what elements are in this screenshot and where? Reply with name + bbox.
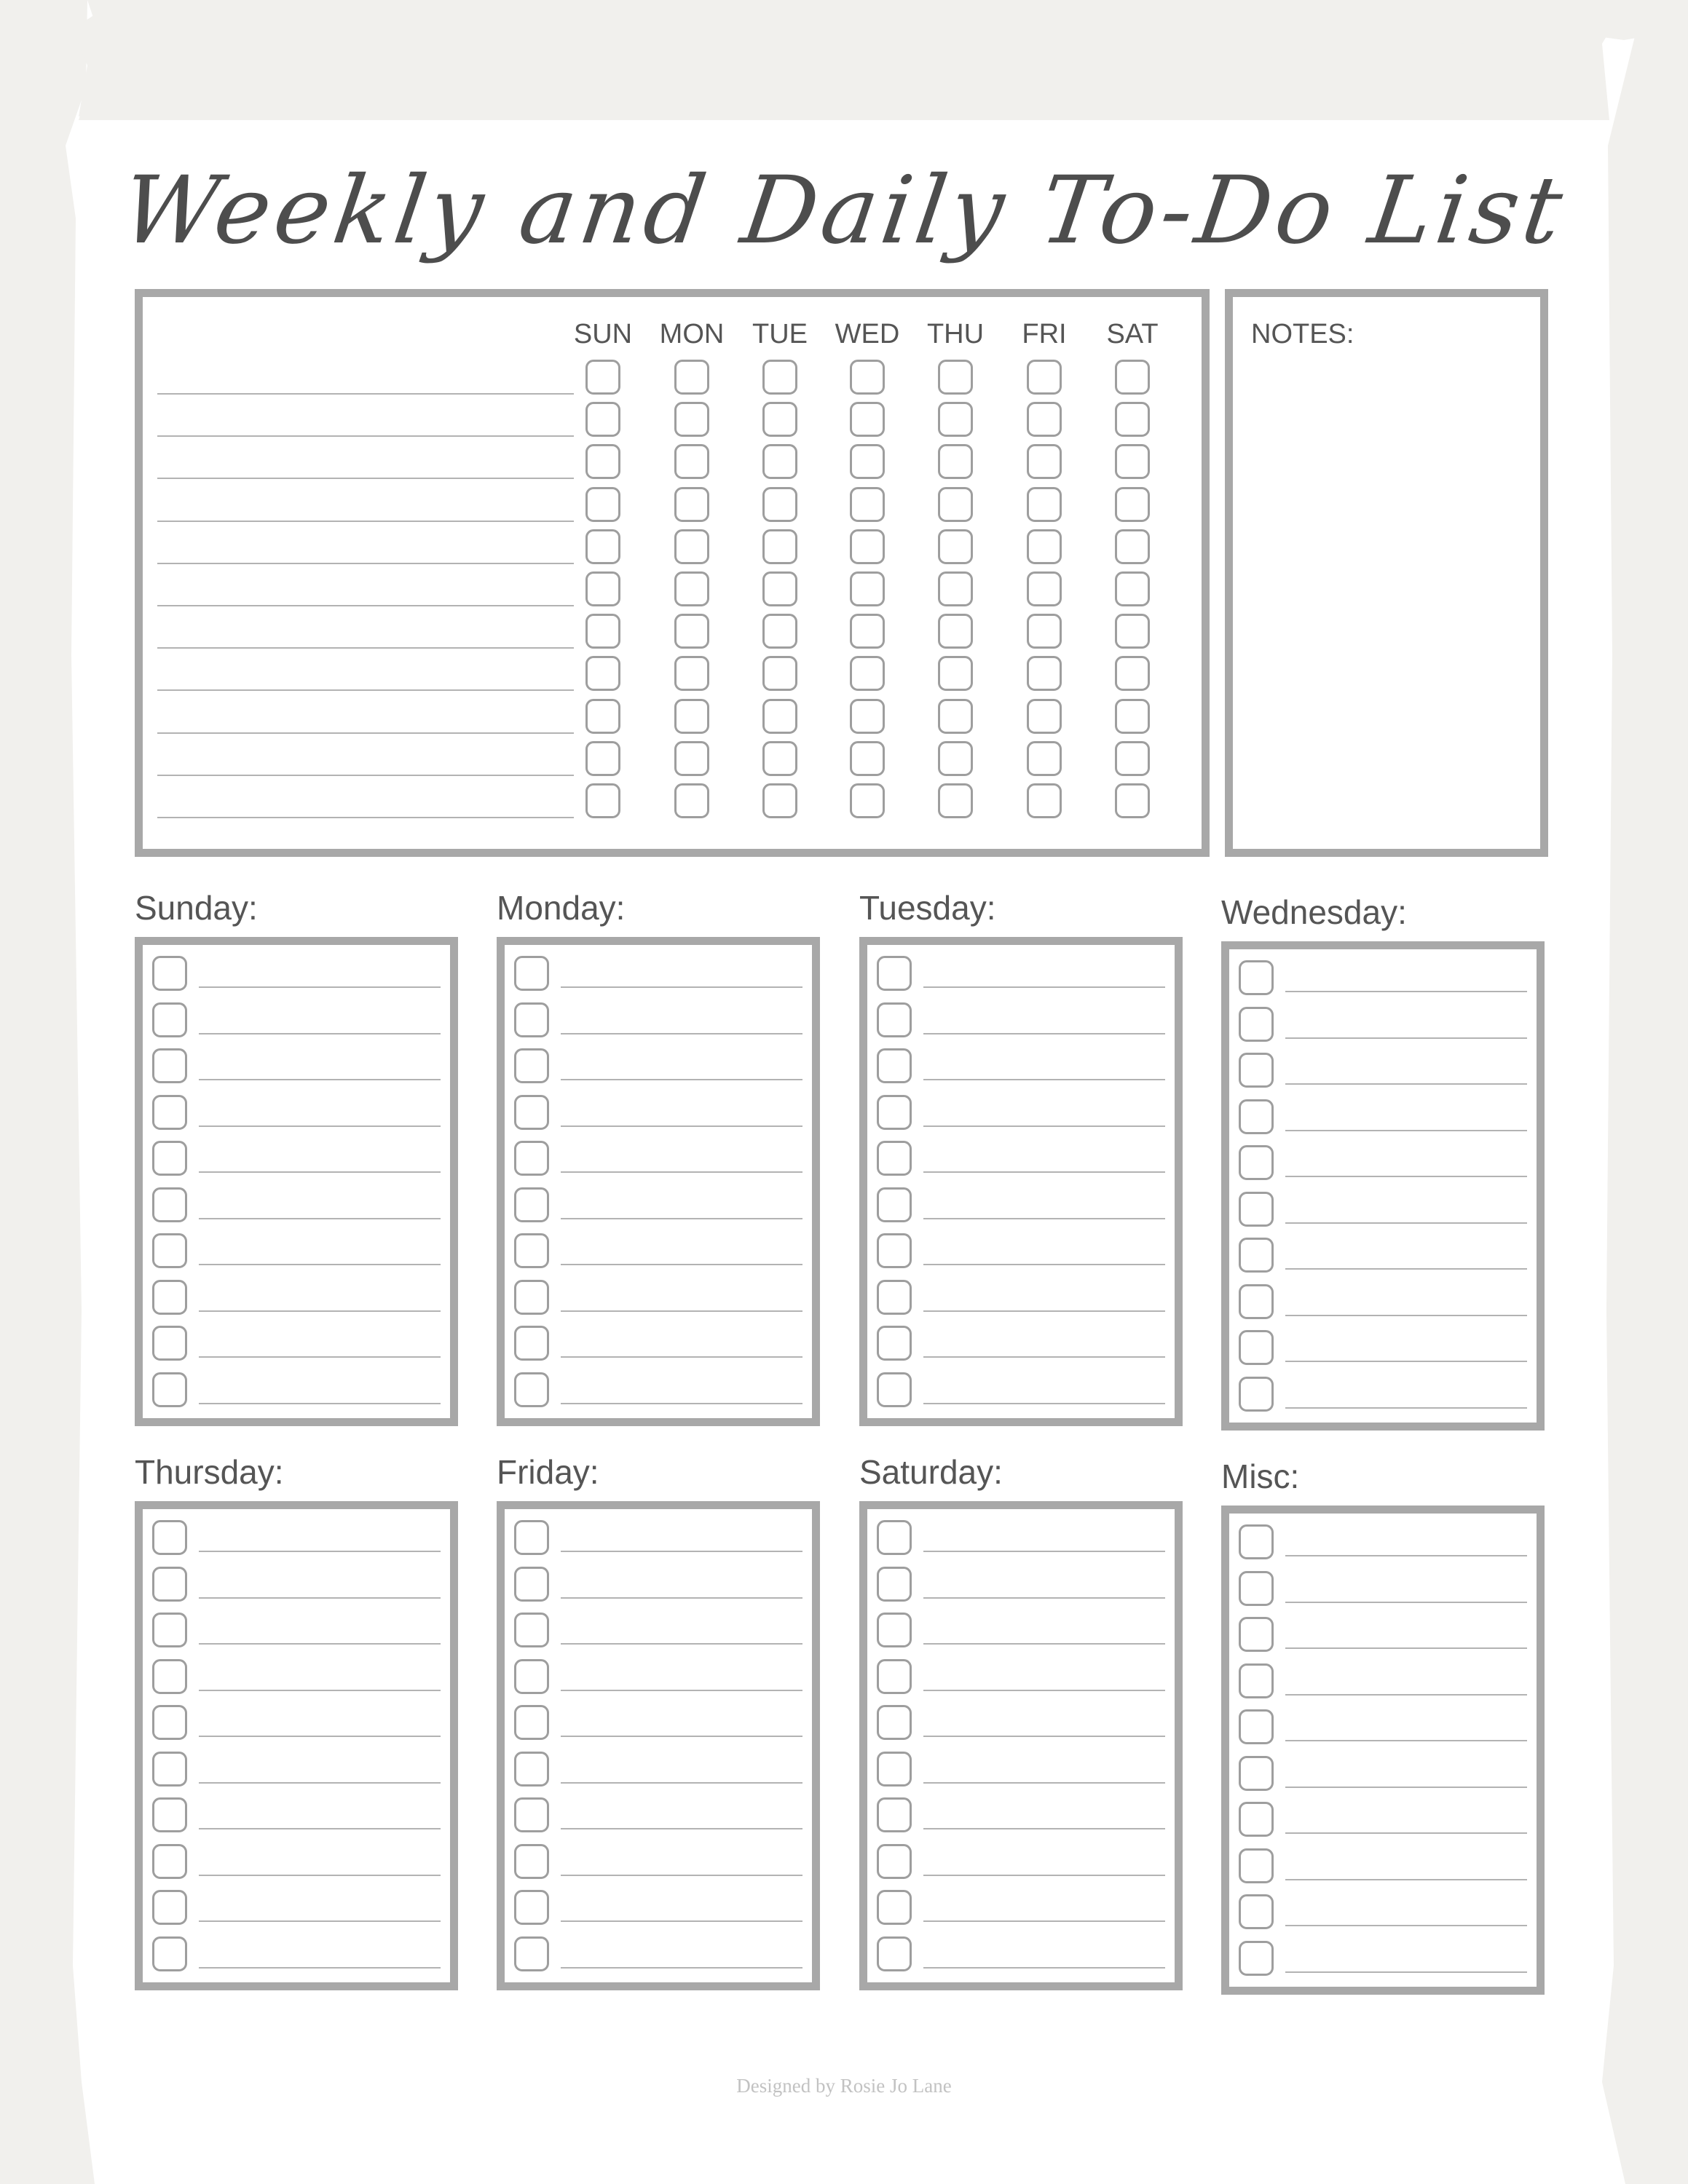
todo-checkbox[interactable] [1239,1007,1274,1042]
todo-line[interactable] [1285,1647,1527,1649]
todo-checkbox[interactable] [514,1141,549,1176]
todo-line[interactable] [199,1171,441,1173]
todo-checkbox[interactable] [152,1280,187,1315]
todo-line[interactable] [1285,1925,1527,1926]
todo-checkbox[interactable] [1239,1192,1274,1227]
habit-checkbox-sat[interactable] [1115,783,1150,818]
todo-line[interactable] [923,1356,1165,1358]
habit-checkbox-mon[interactable] [674,529,709,564]
day-header-tue: TUE [752,319,808,349]
habit-checkbox-sun[interactable] [585,741,620,776]
todo-line[interactable] [1285,1555,1527,1556]
todo-checkbox[interactable] [514,1936,549,1971]
habit-checkbox-sat[interactable] [1115,571,1150,606]
habit-checkbox-sun[interactable] [585,571,620,606]
todo-checkbox[interactable] [152,1613,187,1647]
todo-line[interactable] [561,1828,802,1829]
habit-checkbox-tue[interactable] [762,529,797,564]
todo-checkbox[interactable] [877,1705,912,1740]
habit-checkbox-sun[interactable] [585,444,620,479]
todo-checkbox[interactable] [514,1520,549,1555]
todo-line[interactable] [199,1828,441,1829]
todo-line[interactable] [1285,1361,1527,1362]
todo-checkbox[interactable] [152,1797,187,1832]
habit-line[interactable] [157,521,574,522]
todo-checkbox[interactable] [877,1520,912,1555]
habit-checkbox-thu[interactable] [938,699,973,734]
habit-checkbox-fri[interactable] [1027,699,1062,734]
habit-checkbox-thu[interactable] [938,402,973,437]
todo-checkbox[interactable] [877,1613,912,1647]
todo-checkbox[interactable] [1239,1709,1274,1744]
habit-checkbox-sat[interactable] [1115,699,1150,734]
habit-line[interactable] [157,732,574,734]
habit-checkbox-fri[interactable] [1027,360,1062,395]
habit-checkbox-sun[interactable] [585,614,620,649]
todo-line[interactable] [199,1079,441,1080]
habit-checkbox-mon[interactable] [674,571,709,606]
habit-checkbox-thu[interactable] [938,614,973,649]
todo-checkbox[interactable] [514,1705,549,1740]
todo-line[interactable] [1285,1971,1527,1973]
todo-line[interactable] [199,1033,441,1034]
habit-checkbox-sun[interactable] [585,360,620,395]
todo-checkbox[interactable] [877,1187,912,1222]
todo-line[interactable] [199,1597,441,1599]
habit-checkbox-wed[interactable] [850,571,885,606]
todo-line[interactable] [923,1171,1165,1173]
habit-checkbox-mon[interactable] [674,699,709,734]
habit-checkbox-wed[interactable] [850,656,885,691]
habit-checkbox-thu[interactable] [938,741,973,776]
todo-line[interactable] [199,1920,441,1922]
todo-checkbox[interactable] [877,1844,912,1879]
habit-checkbox-sun[interactable] [585,402,620,437]
section-label-saturday: Saturday: [859,1453,1003,1491]
todo-line[interactable] [561,1782,802,1784]
habit-checkbox-wed[interactable] [850,741,885,776]
designer-credit: Designed by Rosie Jo Lane [736,2075,952,2097]
todo-checkbox[interactable] [877,1659,912,1694]
todo-checkbox[interactable] [1239,1663,1274,1698]
habit-checkbox-sun[interactable] [585,699,620,734]
todo-line[interactable] [199,986,441,988]
todo-checkbox[interactable] [152,1844,187,1879]
todo-checkbox[interactable] [152,1752,187,1787]
todo-line[interactable] [923,1264,1165,1265]
todo-line[interactable] [561,1310,802,1312]
habit-checkbox-tue[interactable] [762,402,797,437]
todo-line[interactable] [923,1597,1165,1599]
habit-checkbox-wed[interactable] [850,444,885,479]
todo-checkbox[interactable] [1239,1145,1274,1180]
todo-line[interactable] [561,1875,802,1876]
todo-checkbox[interactable] [514,1844,549,1879]
todo-line[interactable] [1285,1694,1527,1696]
todo-checkbox[interactable] [514,1187,549,1222]
todo-checkbox[interactable] [514,1326,549,1361]
habit-checkbox-wed[interactable] [850,783,885,818]
todo-line[interactable] [923,1218,1165,1219]
habit-checkbox-sat[interactable] [1115,402,1150,437]
todo-line[interactable] [199,1356,441,1358]
todo-line[interactable] [199,1643,441,1645]
todo-checkbox[interactable] [1239,1099,1274,1134]
todo-checkbox[interactable] [1239,1238,1274,1273]
todo-line[interactable] [923,1551,1165,1552]
todo-line[interactable] [923,1079,1165,1080]
todo-line[interactable] [1285,1407,1527,1409]
todo-checkbox[interactable] [152,1936,187,1971]
todo-line[interactable] [561,1264,802,1265]
habit-checkbox-sat[interactable] [1115,741,1150,776]
todo-checkbox[interactable] [152,1326,187,1361]
todo-checkbox[interactable] [152,1187,187,1222]
habit-checkbox-wed[interactable] [850,614,885,649]
todo-line[interactable] [199,1403,441,1404]
todo-line[interactable] [199,1264,441,1265]
todo-line[interactable] [561,1033,802,1034]
day-header-sun: SUN [573,319,633,349]
todo-checkbox[interactable] [514,1752,549,1787]
habit-checkbox-fri[interactable] [1027,571,1062,606]
todo-line[interactable] [199,1218,441,1219]
todo-checkbox[interactable] [877,1141,912,1176]
todo-checkbox[interactable] [1239,1802,1274,1837]
day-header-wed: WED [835,319,900,349]
section-label-monday: Monday: [497,889,626,927]
todo-checkbox[interactable] [877,1752,912,1787]
todo-line[interactable] [1285,1037,1527,1039]
todo-checkbox[interactable] [514,956,549,991]
todo-line[interactable] [923,1690,1165,1691]
page-title: Weekly and Daily To-Do List [115,157,1573,265]
todo-checkbox[interactable] [1239,1377,1274,1412]
todo-checkbox[interactable] [877,1567,912,1602]
habit-line[interactable] [157,775,574,776]
habit-checkbox-sun[interactable] [585,656,620,691]
habit-line[interactable] [157,435,574,437]
habit-checkbox-sun[interactable] [585,529,620,564]
todo-line[interactable] [923,1967,1165,1969]
todo-checkbox[interactable] [514,1002,549,1037]
todo-checkbox[interactable] [877,956,912,991]
habit-checkbox-thu[interactable] [938,444,973,479]
section-label-thursday: Thursday: [135,1453,284,1491]
todo-line[interactable] [199,1690,441,1691]
todo-checkbox[interactable] [152,1567,187,1602]
section-label-friday: Friday: [497,1453,599,1491]
habit-checkbox-mon[interactable] [674,444,709,479]
habit-checkbox-wed[interactable] [850,360,885,395]
habit-line[interactable] [157,817,574,818]
todo-checkbox[interactable] [1239,960,1274,995]
day-header-sat: SAT [1106,319,1159,349]
todo-checkbox[interactable] [877,1797,912,1832]
habit-checkbox-tue[interactable] [762,444,797,479]
todo-line[interactable] [923,1310,1165,1312]
todo-line[interactable] [923,1125,1165,1127]
todo-checkbox[interactable] [152,956,187,991]
todo-checkbox[interactable] [514,1280,549,1315]
todo-checkbox[interactable] [1239,1848,1274,1883]
todo-line[interactable] [1285,1740,1527,1741]
todo-checkbox[interactable] [152,1520,187,1555]
todo-line[interactable] [561,1736,802,1737]
todo-line[interactable] [561,1125,802,1127]
todo-checkbox[interactable] [1239,1894,1274,1929]
todo-line[interactable] [561,1551,802,1552]
todo-checkbox[interactable] [877,1095,912,1130]
todo-line[interactable] [199,1782,441,1784]
todo-checkbox[interactable] [514,1095,549,1130]
habit-checkbox-thu[interactable] [938,529,973,564]
section-label-tuesday: Tuesday: [859,889,996,927]
todo-line[interactable] [561,1356,802,1358]
habit-checkbox-mon[interactable] [674,402,709,437]
todo-checkbox[interactable] [877,1326,912,1361]
habit-checkbox-tue[interactable] [762,783,797,818]
todo-line[interactable] [561,986,802,988]
todo-checkbox[interactable] [877,1280,912,1315]
habit-checkbox-mon[interactable] [674,487,709,522]
todo-checkbox[interactable] [514,1890,549,1925]
habit-checkbox-fri[interactable] [1027,741,1062,776]
todo-line[interactable] [923,1403,1165,1404]
todo-checkbox[interactable] [152,1141,187,1176]
todo-checkbox[interactable] [1239,1284,1274,1319]
notes-label: NOTES: [1251,319,1354,349]
todo-checkbox[interactable] [152,1095,187,1130]
habit-line[interactable] [157,478,574,479]
todo-line[interactable] [1285,1083,1527,1085]
habit-checkbox-mon[interactable] [674,360,709,395]
todo-checkbox[interactable] [514,1613,549,1647]
todo-line[interactable] [1285,1602,1527,1603]
todo-line[interactable] [1285,1832,1527,1834]
todo-checkbox[interactable] [152,1002,187,1037]
todo-line[interactable] [1285,1176,1527,1177]
todo-line[interactable] [561,1403,802,1404]
todo-line[interactable] [923,1643,1165,1645]
todo-checkbox[interactable] [1239,1941,1274,1976]
habit-checkbox-tue[interactable] [762,741,797,776]
section-label-misc: Misc: [1221,1457,1300,1495]
todo-checkbox[interactable] [514,1372,549,1407]
todo-checkbox[interactable] [514,1048,549,1083]
habit-checkbox-mon[interactable] [674,741,709,776]
todo-line[interactable] [923,1736,1165,1737]
todo-line[interactable] [1285,1315,1527,1316]
todo-line[interactable] [561,1079,802,1080]
todo-checkbox[interactable] [1239,1330,1274,1365]
habit-checkbox-wed[interactable] [850,487,885,522]
todo-line[interactable] [1285,991,1527,992]
todo-line[interactable] [1285,1130,1527,1131]
habit-checkbox-thu[interactable] [938,656,973,691]
todo-checkbox[interactable] [1239,1756,1274,1791]
todo-line[interactable] [199,1967,441,1969]
habit-checkbox-thu[interactable] [938,571,973,606]
habit-checkbox-tue[interactable] [762,487,797,522]
habit-checkbox-fri[interactable] [1027,656,1062,691]
habit-line[interactable] [157,563,574,564]
habit-line[interactable] [157,647,574,649]
habit-checkbox-sat[interactable] [1115,444,1150,479]
day-header-mon: MON [659,319,725,349]
todo-line[interactable] [923,1828,1165,1829]
habit-checkbox-sat[interactable] [1115,487,1150,522]
habit-checkbox-sat[interactable] [1115,656,1150,691]
todo-line[interactable] [923,1782,1165,1784]
todo-checkbox[interactable] [514,1797,549,1832]
todo-line[interactable] [561,1690,802,1691]
habit-checkbox-wed[interactable] [850,529,885,564]
todo-checkbox[interactable] [152,1372,187,1407]
todo-checkbox[interactable] [877,1233,912,1268]
todo-line[interactable] [561,1920,802,1922]
habit-checkbox-fri[interactable] [1027,402,1062,437]
todo-checkbox[interactable] [877,1936,912,1971]
todo-line[interactable] [561,1218,802,1219]
todo-line[interactable] [561,1597,802,1599]
section-label-sunday: Sunday: [135,889,258,927]
habit-checkbox-sat[interactable] [1115,529,1150,564]
todo-checkbox[interactable] [152,1233,187,1268]
todo-line[interactable] [199,1736,441,1737]
todo-checkbox[interactable] [1239,1053,1274,1088]
todo-line[interactable] [199,1875,441,1876]
todo-checkbox[interactable] [152,1890,187,1925]
todo-line[interactable] [1285,1787,1527,1788]
todo-line[interactable] [1285,1879,1527,1880]
habit-checkbox-wed[interactable] [850,402,885,437]
todo-checkbox[interactable] [1239,1617,1274,1652]
todo-checkbox[interactable] [1239,1571,1274,1606]
habit-checkbox-fri[interactable] [1027,614,1062,649]
todo-line[interactable] [561,1171,802,1173]
todo-checkbox[interactable] [152,1659,187,1694]
habit-checkbox-mon[interactable] [674,614,709,649]
todo-checkbox[interactable] [1239,1524,1274,1559]
habit-checkbox-tue[interactable] [762,360,797,395]
habit-line[interactable] [157,393,574,395]
habit-checkbox-tue[interactable] [762,699,797,734]
habit-checkbox-fri[interactable] [1027,487,1062,522]
habit-checkbox-fri[interactable] [1027,444,1062,479]
todo-checkbox[interactable] [152,1048,187,1083]
todo-checkbox[interactable] [152,1705,187,1740]
habit-checkbox-wed[interactable] [850,699,885,734]
todo-checkbox[interactable] [877,1002,912,1037]
habit-checkbox-tue[interactable] [762,656,797,691]
day-header-fri: FRI [1022,319,1067,349]
todo-line[interactable] [561,1643,802,1645]
habit-checkbox-mon[interactable] [674,656,709,691]
todo-line[interactable] [199,1310,441,1312]
habit-checkbox-thu[interactable] [938,487,973,522]
day-header-thu: THU [926,319,985,349]
habit-checkbox-mon[interactable] [674,783,709,818]
todo-checkbox[interactable] [877,1890,912,1925]
section-label-wednesday: Wednesday: [1221,893,1407,931]
habit-checkbox-sun[interactable] [585,487,620,522]
todo-line[interactable] [199,1551,441,1552]
habit-checkbox-sun[interactable] [585,783,620,818]
habit-checkbox-fri[interactable] [1027,783,1062,818]
todo-line[interactable] [199,1125,441,1127]
todo-checkbox[interactable] [514,1233,549,1268]
todo-line[interactable] [923,986,1165,988]
todo-line[interactable] [923,1920,1165,1922]
todo-checkbox[interactable] [877,1372,912,1407]
todo-checkbox[interactable] [514,1659,549,1694]
habit-checkbox-sat[interactable] [1115,360,1150,395]
habit-checkbox-thu[interactable] [938,783,973,818]
todo-line[interactable] [1285,1222,1527,1224]
todo-line[interactable] [923,1875,1165,1876]
notes-panel [1225,289,1548,857]
todo-line[interactable] [923,1033,1165,1034]
habit-checkbox-thu[interactable] [938,360,973,395]
habit-checkbox-tue[interactable] [762,571,797,606]
todo-line[interactable] [1285,1268,1527,1270]
habit-line[interactable] [157,689,574,691]
habit-line[interactable] [157,605,574,606]
habit-checkbox-tue[interactable] [762,614,797,649]
todo-line[interactable] [561,1967,802,1969]
todo-checkbox[interactable] [877,1048,912,1083]
habit-checkbox-fri[interactable] [1027,529,1062,564]
todo-checkbox[interactable] [514,1567,549,1602]
habit-checkbox-sat[interactable] [1115,614,1150,649]
